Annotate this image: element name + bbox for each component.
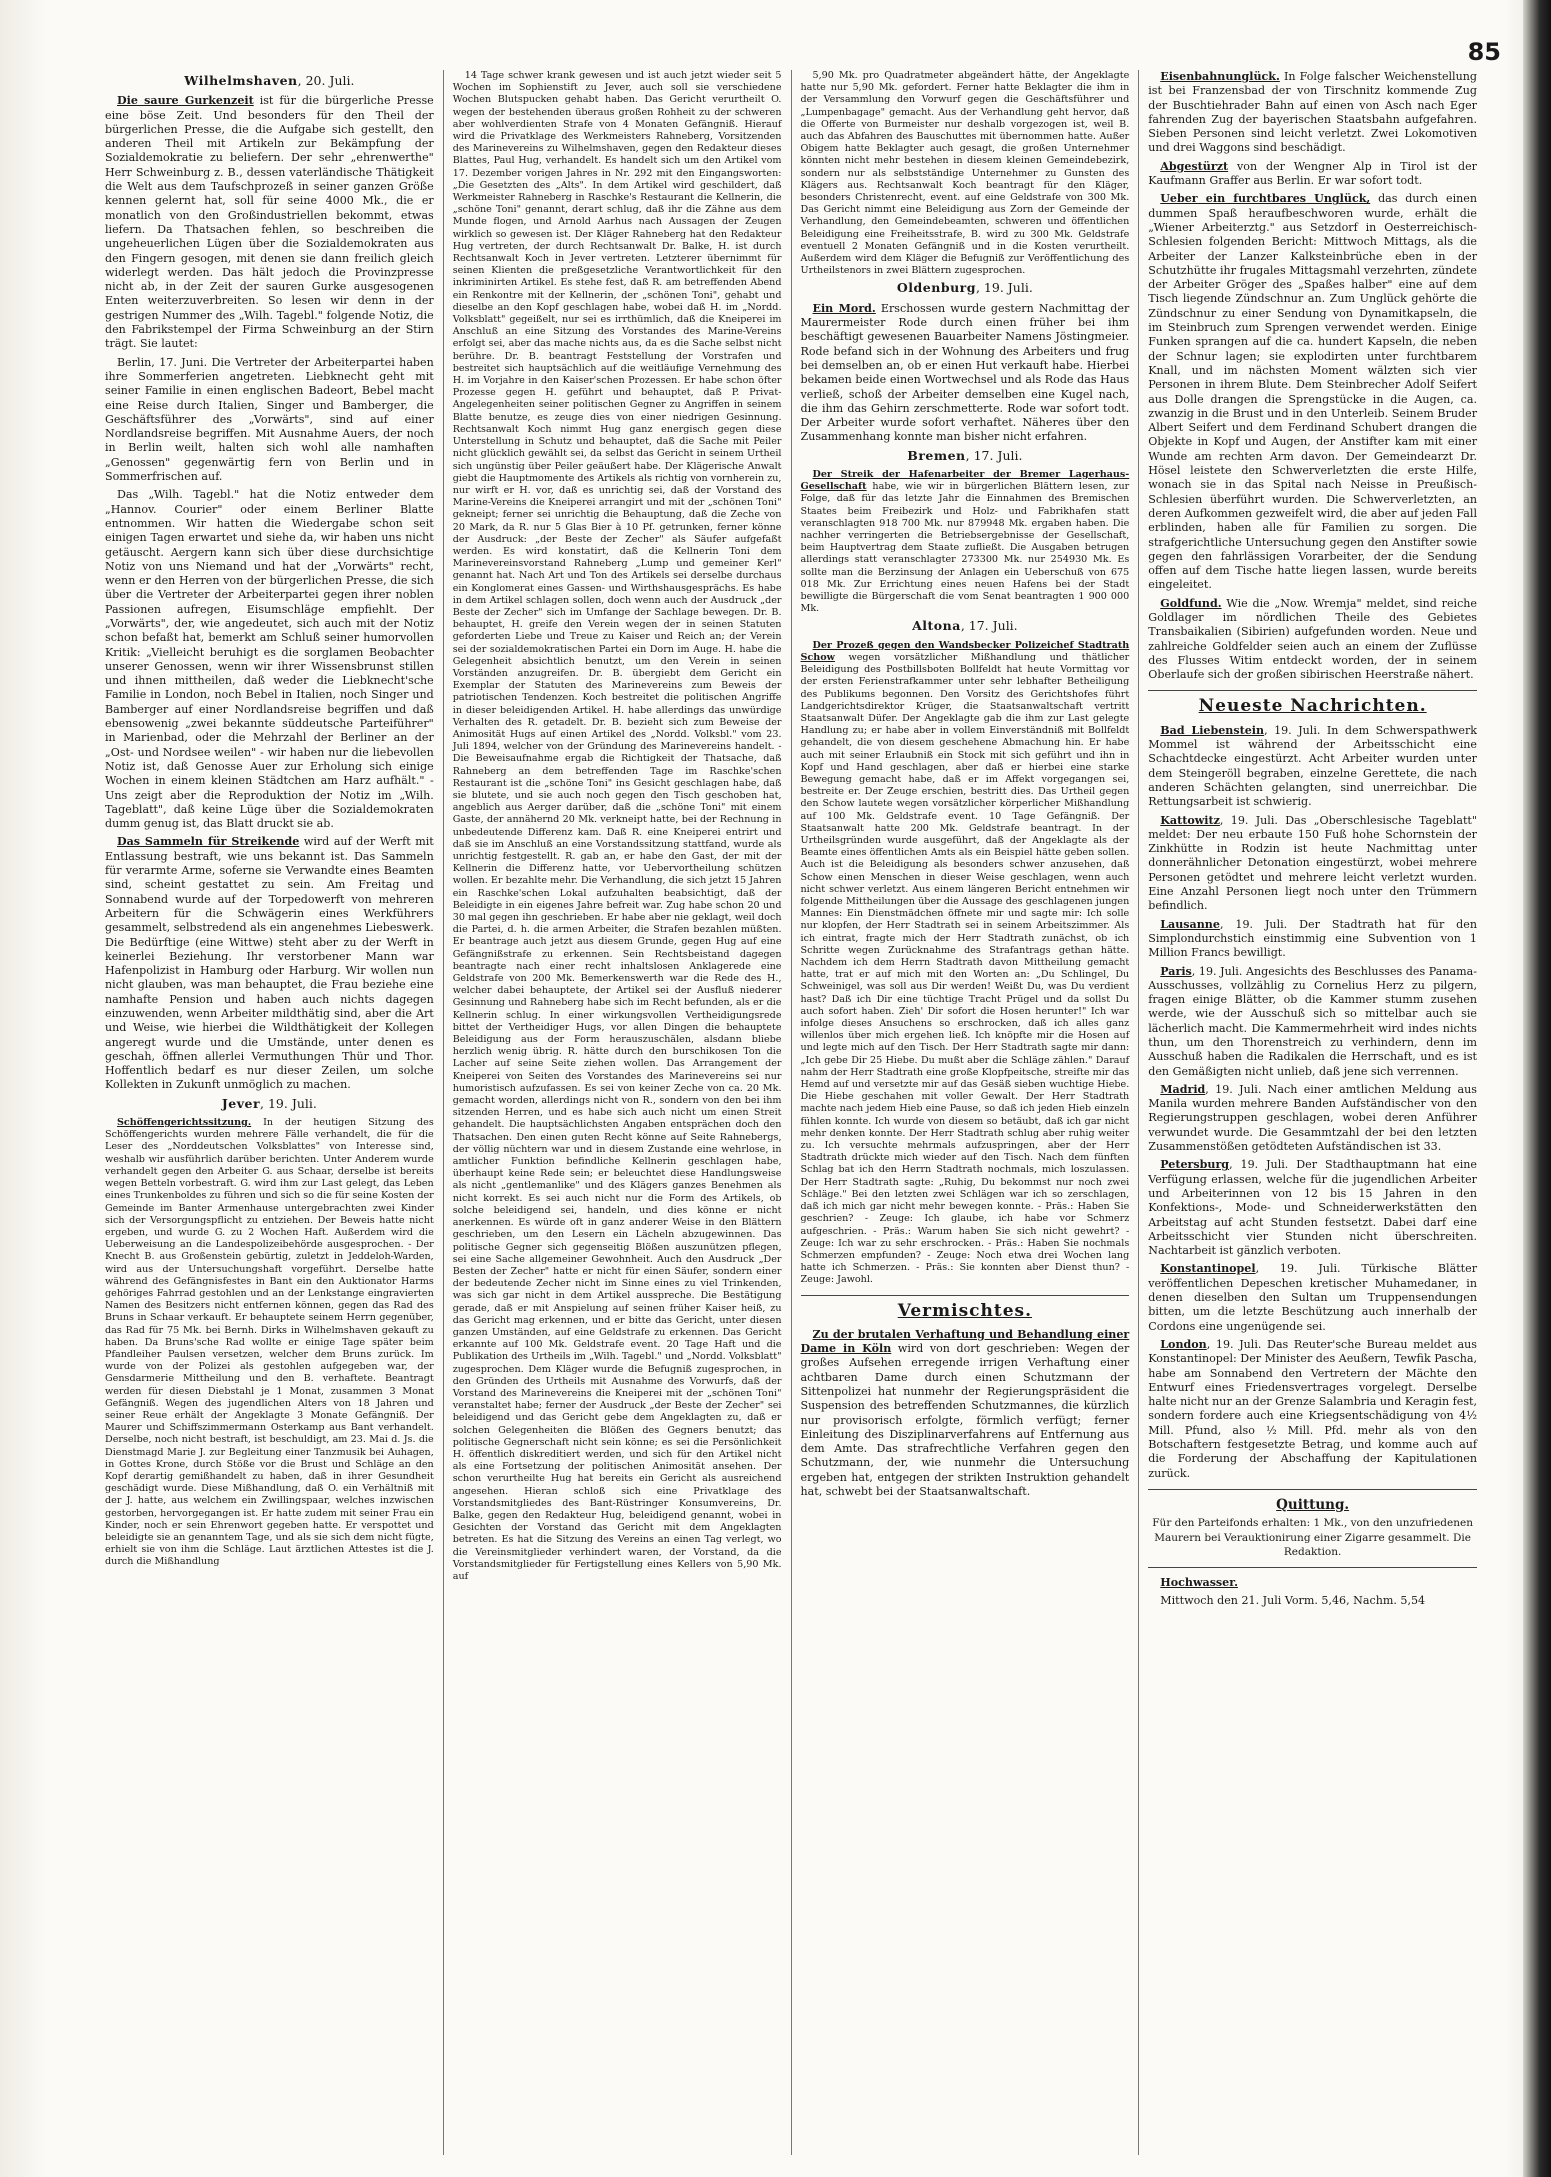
dateline-place: Jever — [221, 1095, 261, 1111]
article-paragraph — [1148, 1262, 1477, 1333]
article-paragraph — [1148, 597, 1477, 683]
article-lead: Eisenbahnunglück. — [1160, 70, 1280, 83]
article-columns — [96, 70, 1486, 2155]
article-text: Mittwoch den 21. Juli Vorm. 5,46, Nachm. 5,54 — [1160, 1594, 1426, 1608]
article-lead: Hochwasser. — [1160, 1576, 1238, 1590]
dateline — [801, 449, 1130, 463]
article-text: , 19. Juli. Nach einer amtlichen Meldung aus Manila wurden mehrere Banden Aufständischer von den Regierungstruppen geschlagen, wobei deren Anführer verwundet wurde. Die Gesammtzahl der bei den letzten Zusammenstößen getödteten Aufständischen ist 33. — [1148, 1082, 1477, 1154]
article-paragraph — [1148, 1576, 1477, 1590]
dateline-date: , 20. Juli. — [297, 73, 355, 88]
article-paragraph — [801, 469, 1130, 615]
article-paragraph — [105, 835, 434, 1092]
section-heading: Vermischtes. — [897, 1300, 1033, 1321]
article-paragraph — [105, 94, 434, 351]
article-lead: Paris — [1160, 964, 1192, 978]
article-paragraph — [1148, 70, 1477, 156]
article-lead: Der Streik der Hafenarbeiter der Bremer Lagerhaus-Gesellschaft — [800, 469, 1130, 493]
dateline — [105, 74, 434, 88]
article-text: , 19. Juli. Angesichts des Beschlusses des Panama-Ausschusses, vollzählig zu Cornelius Herz zu pilgern, fragen einige Blätter, ob die Kammer stumm zusehen werde, wie der Ausschuß sich so mittelbar auch sie lächerlich macht. Die Kammermehrheit wird indes nichts thun, um den Thorenstreich zu verhindern, denn im Ausschuß haben die Radikalen die Herrschaft, und es ist den Gemäßigten nicht unlieb, daß jene sich verrennen. — [1148, 964, 1477, 1078]
article-lead: Petersburg — [1160, 1158, 1230, 1172]
article-paragraph — [801, 302, 1130, 445]
article-text: In Folge falscher Weichenstellung ist bei Franzensbad der von Tirschnitz kommende Zug der Buschtiehrader Bahn auf einen von Asch nach Eger fahrenden Zug der bayerischen Staatsbahn aufgefahren. Sieben Personen sind leicht verletzt. Zwei Lokomotiven und drei Waggons sind beschädigt. — [1148, 70, 1477, 155]
dateline-place: Altona — [912, 618, 961, 634]
article-lead: London — [1160, 1337, 1207, 1351]
dateline-date: , 19. Juli. — [260, 1095, 317, 1111]
article-lead: Schöffengerichtssitzung. — [117, 1117, 252, 1129]
article-paragraph — [1148, 918, 1477, 961]
section-rule — [1148, 690, 1477, 691]
scan-binding-edge — [1523, 0, 1551, 2177]
article-paragraph — [1148, 1083, 1477, 1154]
article-paragraph — [1148, 1158, 1477, 1258]
dateline-place: Oldenburg — [896, 280, 976, 296]
dateline-date: , 17. Juli. — [960, 618, 1018, 634]
column-2 — [444, 70, 792, 2155]
article-text: , 19. Juli. Türkische Blätter veröffentlichen Depeschen kretischer Muhamedaner, in denen dieselben den Sultan um Truppensendungen bitten, um die letzte Beschützung auch innerhalb der Cordons eine ungenügende sei. — [1148, 1262, 1477, 1333]
receipt-text: Für den Parteifonds erhalten: 1 Mk., von den unzufriedenen Maurern bei Verauktionirung einer Zigarre gesammelt. Die Redaktion. — [1152, 1517, 1473, 1558]
section-rule — [1148, 1567, 1477, 1568]
article-lead: Konstantinopel — [1160, 1262, 1256, 1276]
article-paragraph — [105, 1117, 434, 1569]
article-paragraph — [1148, 160, 1477, 189]
article-text: , 19. Juli. Der Stadtrath hat für den Simplondurchstich einstimmig eine Subvention von 1 Million Francs bewilligt. — [1148, 917, 1477, 960]
article-lead: Ueber ein furchtbares Unglück, — [1160, 192, 1371, 206]
dateline — [801, 619, 1130, 633]
article-paragraph — [801, 70, 1130, 277]
article-paragraph — [105, 488, 434, 831]
article-text: 5,90 Mk. pro Quadratmeter abgeändert hätte, der Angeklagte hatte nur 5,90 Mk. gefordert. Ferner hatte Beklagter die ihm in der Versammlung den Vorwurf gegen die Geschäftsführer und „Lumpenbagage" gemacht. Aus der Verhandlung geht hervor, daß die Offerte von Burmeister nur deshalb vorgezogen ist, weil B. auch das Abfahren des Bauschuttes mit übernommen hatte. Außer Obigem hatte Beklagter auch gesagt, die großen Unternehmer könnten nicht mehr bestehen in diesem kleinen Gemeindebezirk, sondern nur als selbstständige Unternehmer zu Gunsten des Klägers aus. Rechtsanwalt Koch beantragt für den Kläger, besonders Christenrecht, event. auf eine Geldstrafe von 300 Mk. Das Gericht nimmt eine Beleidigung aus Zorn der Gemeinde der Verhandlung, den Gemeindebeamten, schweren und öffentlichen Beleidigung eine Freiheitsstrafe, B. wird zu 300 Mk. Geldstrafe eventuell 2 Monaten Gefängniß und in die Kosten verurtheilt. Außerdem wird dem Kläger die Befugniß zur Veröffentlichung des Urtheilstenors in zwei Blättern zugesprochen. — [800, 70, 1130, 277]
article-text: In der heutigen Sitzung des Schöffengerichts wurden mehrere Fälle verhandelt, die für die Leser des „Norddeutschen Volksblattes" von Interesse sind, weshalb wir ausführlich darüber berichten. Unter Anderem wurde verhandelt gegen den Arbeiter G. aus Schaar, derselbe ist bereits wegen Betteln vorbestraft. G. wird ihm zur Last gelegt, das Leben eines Trunkenboldes zu führen und sich so die für seine Kosten der Gemeinde im Banter Armenhause untergebrachten zwei Kinder sich der Versorgungspflicht zu entziehen. Der Beweis hatte nicht ergeben, und wurde G. zu 2 Wochen Haft. Außerdem wird die Ueberweisung an die Landespolizeibehörde ausgesprochen. - Der Knecht B. aus Großenstein gebürtig, zuletzt in Jeddeloh-Warden, wird aus der Untersuchungshaft vorgeführt. Derselbe hatte während des Gefängnisfestes in Bant ein den Auktionator Harms gehöriges Fahrrad gestohlen und an der Lenkstange eingravierten Namen des Besitzers nicht entfernen können, gegen das Rad des Bruns in Schaar verkauft. Er behauptete seinem Herrn gegenüber, das Rad für 75 Mk. bei Bernh. Dirks in Wilhelmshaven gekauft zu haben. Da Bruns'sche Rad wollte er einige Tage später beim Pfandleiher Paulsen versetzen, welcher dem Bruns zurück. Im wurde von der Polizei als gestohlen aufgegeben war, der Gensdarmerie Mittheilung und den B. verhaftete. Beantragt werden für diesen Diebstahl je 1 Monat, zusammen 3 Monat Gefängniß. Wegen des jugendlichen Alters von 18 Jahren und seiner Reue erhält der Angeklagte 3 Monate Gefängniß. Der Maurer und Schiffszimmermann Osterkamp aus Bant verhandelt. Derselbe, noch nicht bestraft, ist beschuldigt, am 23. Mai d. Js. die Dienstmagd Marie J. zur Begleitung einer Tanzmusik bei Auhagen, in Gottes Krone, durch Stöße vor die Brust und Schläge an den Kopf derartig gemißhandelt zu haben, daß in ihrer Gesundheit geschädigt wurde. Diese Mißhandlung, daß O. ein Verhältniß mit der J. hatte, aus welchem ein Zwillingspaar, welches inzwischen gestorben, hervorgegangen ist. Er hatte zudem mit seiner Frau ein Kinder, noch er sein Ehrenwort gegeben hatte. Er verspottet und beleidigte sie an genanntem Tage, und als sie sich dem nicht fügte, erhielt sie von ihm die Schläge. Laut ärztlichen Attestes ist die J. durch die Mißhandlung — [105, 1117, 434, 1568]
article-lead: Abgestürzt — [1160, 159, 1229, 173]
dateline-date: , 19. Juli. — [975, 280, 1033, 296]
article-text: Erschossen wurde gestern Nachmittag der Maurermeister Rode durch einen früher bei ihm beschäftigt gewesenen Bauarbeiter Namens Jöstingmeier. Rode befand sich in der Wohnung des Arbeiters und frug bei demselben an, ob er einen Hut verkauft habe. Hierbei bekamen beide einen Wortwechsel und als Rode das Haus verließ, schoß der Arbeiter demselben eine Kugel nach, die ihm das Gehirn zerschmetterte. Rode war sofort todt. Der Arbeiter wurde sofort verhaftet. Näheres über den Zusammenhang konnte man bisher nicht erfahren. — [800, 301, 1130, 444]
section-rule — [801, 1295, 1130, 1296]
dateline-place: Wilhelmshaven — [184, 73, 298, 88]
article-text: , 19. Juli. In dem Schwerspathwerk Mommel ist während der Arbeitsschicht eine Schachtdecke eingestürzt. Acht Arbeiter wurden unter dem Steingeröll begraben, einzelne Gerettete, die nach anderen Schächten gelangten, sind unerreichbar. Die Rettungsarbeit ist schwierig. — [1148, 723, 1477, 809]
article-lead: Goldfund. — [1160, 596, 1222, 610]
article-lead: Bad Liebenstein — [1160, 723, 1265, 737]
dateline-place: Bremen — [907, 447, 966, 463]
article-text: wegen vorsätzlicher Mißhandlung und thätlicher Beleidigung des Postbillsboten Bollfeldt hat heute Vormittag vor der ersten Ferienstrafkammer unter sehr lebhafter Betheiligung des Publikums begonnen. Den Vorsitz des Gerichtshofes führt Landgerichtsdirektor Krüger, die Staatsanwaltschaft vertritt Staatsanwalt Düfer. Der Angeklagte gab die ihm zur Last gelegte Handlung zu; er habe aber in vollem Einverständniß mit Bollfeldt gehandelt, die von diesem geschehene Abmachung hin. Er habe auch mit seiner Erlaubniß ein Stock mit sich geführt und ihn in Kopf und Hand geschlagen, aber daß er hierbei eine starke Bewegung gemacht habe, daß er im Affekt vorgegangen sei, bestreite er. Der Zeuge erschien, bestritt dies. Das Urtheil gegen den Schow lautete wegen vorsätzlicher körperlicher Mißhandlung auf 100 Mk. Geldstrafe event. 10 Tage Gefängniß. Der Staatsanwalt hatte 200 Mk. Geldstrafe beantragt. In der Urtheilsgründen wurde ausgeführt, daß der Angeklagte als der Beamte eines öffentlichen Amts als ein Beispiel hätte geben sollen. Auch ist die Beleidigung als besonders schwer anzusehen, daß Schow einen Menschen in dieser Weise geschlagen, wenn auch nicht schwer verletzt. Aus einem längeren Bericht entnehmen wir folgende Mittheilungen über die Aussage des geschlagenen jungen Mannes: Ein Dienstmädchen öffnete mir und sagte mir: Ich solle nur klopfen, der Herr Stadtrath sei in seinem Arbeitszimmer. Als ich eintrat, fragte mich der Herr Stadtrath zunächst, ob ich Schritte wegen Zurücknahme des Strafantrags gethan hätte. Nachdem ich dem Herrn Stadtrath davon Mittheilung gemacht hatte, trat er auf mich mit den Worten an: „Du Schlingel, Du Schweinigel, was soll aus Dir werden! Weißt Du, was Du verdient hast? Daß ich Dir eine tüchtige Tracht Prügel und da sollst Du auch sofort haben. Zieh' Dir sofort die Hosen herunter!" Ich war infolge dieses Ansuchens so erschrocken, daß ich alles ganz willenlos über mich ergehen ließ. Ich knöpfte mir die Hosen auf und legte mich auf den Tisch. Der Herr Stadtrath sagte mir dann: „Ich gebe Dir 25 Hiebe. Du mußt aber die Schläge zählen." Darauf nahm der Herr Stadtrath eine große Klopfpeitsche, streifte mir das Hemd auf und versetzte mir auf das Gesäß sieben wuchtige Hiebe. Die Hiebe geschahen mit voller Gewalt. Der Herr Stadtrath machte nach jedem Hieb eine Pause, so daß ich jeden Hieb einzeln fühlen konnte. Ich wurde von diesem so betäubt, daß ich gar nicht mehr denken konnte. Der Herr Stadtrath schlug aber ruhig weiter zu. Ich versuchte mehrmals aufzuspringen, aber der Herr Stadtrath drückte mich wieder auf den Tisch. Nach dem fünften Schlag bat ich den Herrn Stadtrath nochmals, mich loszulassen. Der Herr Stadtrath sagte: „Ruhig, Du bekommst nur noch zwei Schläge." Bei den letzten zwei Schlägen war ich so zerschlagen, daß ich mich gar nicht mehr bewegen konnte. - Präs.: Haben Sie geschrien? - Zeuge: Ich glaube, ich habe vor Schmerz aufgeschrien. - Präs.: Warum haben Sie sich nicht gewehrt? - Zeuge: Ich war zu sehr erschrocken. - Präs.: Haben Sie nochmals Schmerzen empfunden? - Zeuge: Noch etwa drei Wochen lang hatte ich Schmerzen. - Präs.: Sie konnten aber Dienst thun? - Zeuge: Jawohl. — [800, 651, 1130, 1286]
article-lead: Das Sammeln für Streikende — [117, 835, 300, 849]
receipt-notice — [1148, 1498, 1477, 1559]
article-text: Berlin, 17. Juni. Die Vertreter der Arbeiterpartei haben ihre Sommerferien angetreten. Liebknecht geht mit seiner Familie in einen englischen Badeort, Bebel macht eine Reise durch Italien, Singer und Bamberger, die Geschäftsführer des „Vorwärts", sind auf einer Nordlandsreise begriffen. Mit Ausnahme Auers, der noch in Berlin weilt, halten sich wohl alle namhaften „Genossen" gegenwärtig fern von Berlin und in Sommerfrischen auf. — [105, 355, 434, 484]
page-number: 85 — [1467, 38, 1501, 66]
article-text: 14 Tage schwer krank gewesen und ist auch jetzt wieder seit 5 Wochen im Sophienstift zu Jever, auch soll sie verschiedene Wochen Blutspucken gehabt haben. Das Gericht verurtheilt O. wegen der bestehenden überaus großen Rohheit zu der schweren aber wohlverdienten Strafe von 4 Monaten Gefängniß. Hierauf wird die Privatklage des Werkmeisters Rahneberg, Vorsitzenden des Marinevereins zu Wilhelmshaven, gegen den Redakteur dieses Blattes, Paul Hug, verhandelt. Es handelt sich um den Artikel vom 17. Dezember vorigen Jahres in Nr. 292 mit den Eingangsworten: „Die Gesetzten des „Alts". In dem Artikel wird geschildert, daß Werkmeister Rahneberg in Raschke's Restaurant die Kellnerin, die „schöne Toni" genannt, derart schlug, daß ihr die Zähne aus dem Munde flogen, und Arnold Aarhus nach Aussagen der Zeugen wirklich so gewesen ist. Der Kläger Rahneberg hat den Redakteur Hug vertreten, der durch Rechtsanwalt Dr. Balke, H. ist durch Rechtsanwalt Koch in Jever vertreten. Letzterer übernimmt für seinen Klienten die preßgesetzliche Verantwortlichkeit für den inkriminirten Artikel. Es stehe fest, daß R. am betreffenden Abend ein Renkontre mit der Kellnerin, der „schönen Toni", gehabt und dieselbe an den Kopf geschlagen habe, wobei daß H. im „Nordd. Volksblatt" gegeißelt, nur sei es irrthümlich, daß die Kneiperei im Anschluß an eine Sitzung des Vorstandes des Marine-Vereins erfolgt sei, aber das mache nichts aus, da es die Sache selbst nicht berühre. Dr. B. beantragt Feststellung der Vorstrafen und bestreitet sich hauptsächlich auf die weitläufige Vernehmung des H. im Vorjahre in den Kaiser'schen Prozessen. Er habe schon öfter Prozesse gegen H. geführt und behauptet, daß P. Privat-Angelegenheiten seiner politischen Gegner zu Angriffen in seinem Blatte benutze, es zeuge dies von einer niedrigen Gesinnung. Rechtsanwalt Koch nimmt Hug ganz energisch gegen diese Unterstellung in Schutz und behauptet, daß die Sache mit Peiler nicht glücklich gewählt sei, da selbst das Gericht in seinem Urtheil sich ungünstig über Peiler geäußert habe. Der Klägerische Anwalt giebt die Hauptmomente des Artikels als richtig von vornherein zu, nur wirft er H. vor, daß es unrichtig sei, daß der Vorstand des Marine-Vereins die Kneiperei arrangirt und mit der „schönen Toni" gekneipt; ferner sei unrichtig die Behauptung, daß die Zeche von 20 Mark, da R. nur 5 Glas Bier à 10 Pf. getrunken, ferner könne der Ausdruck: „der Beste der Zecher" als Säufer aufgefaßt werden. Es wird konstatirt, daß die Kellnerin Toni dem Marinevereinsvorstand Rahneberg „Lump und gemeiner Kerl" genannt hat. Nach Art und Ton des Artikels sei derselbe durchaus ein Konglomerat eines Gassen- und Wirthshausgesprächs. Es habe in dem Artikel schlagen sollen, doch wenn auch der Ausdruck „der Beste der Zecher" sich im Umfange der Sachlage bewegen. Dr. B. behauptet, H. greife den Verein wegen der in seinen Statuten geforderten Liebe und Treue zu Kaiser und Reich an; der Verein sei der sozialdemokratischen Partei ein Dorn im Auge. H. habe die Gelegenheit absichtlich benutzt, um den Verein in seinen Vorständen anzugreifen. Dr. B. übergiebt dem Gericht ein Exemplar der Statuten des Marinevereins zum Beweis der patriotischen Tendenzen. Koch bestreitet die politischen Angriffe in dieser beleidigenden Artikel. H. habe allerdings das unwürdige Verhalten des R. getadelt. Dr. B. bezieht sich zum Beweise der Animosität Hugs auf einen Artikel des „Nordd. Volksbl." vom 23. Juli 1894, welcher von der Gründung des Marinevereins handelt. - Die Beweisaufnahme ergab die Richtigkeit der Thatsache, daß Rahneberg an dem betreffenden Tage im Raschke'schen Restaurant ist die „schöne Toni" ins Gesicht geschlagen habe, daß sie blutete, und sie auch noch gegen den Tisch geschoben hat, angeblich aus Aerger darüber, daß die „schöne Toni" mit einem Gaste, der annähernd 20 Mk. verkneipt hatte, bei der Rechnung in unbedeutende Differenz kam. Daß R. eine Kneiperei entrirt und daß sie im Anschluß an eine Vorstandssitzung stattfand, wurde als unrichtig festgestellt. R. gab an, er habe den Gast, der mit der Kellnerin die Differenz hatte, vor Uebervortheilung schützen wollen. Er bezahlte mehr. Die Verhandlung, die sich jetzt 15 Jahren ein Raschke'schen Lokal aufzuhalten beabsichtigt, daß der Beleidigte in ein eigenes Jahre befreit war. Zug habe schon 20 und 30 mal gegen ihn geschrieben. Er habe aber nie geklagt, weil doch die Partei, d. h. die armen Arbeiter, die Strafen bezahlen müßten. Er beantrage auch jetzt aus diesem Grunde, gegen Hug auf eine Gefängnißstrafe zu erkennen. Sein Rechtsbeistand dagegen beantragte nach einer recht inhaltslosen Anklagerede eine Geldstrafe von 200 Mk. Bemerkenswerth war die Rede des H., welcher dabei behauptete, der Artikel sei der Ausfluß niederer Gesinnung und Rahneberg habe sich im Recht befunden, als er die Kellnerin schlug. In einer wirkungsvollen Vertheidigungsrede bittet der Vertheidiger Hugs, vor allen Dingen die behauptete Beleidigung aus der Form herauszuschälen, alsdann bliebe herzlich wenig übrig. R. hätte durch den burschikosen Ton die Lacher auf seine Seite ziehen wollen. Das Arrangement der Kneiperei von Seiten des Vorstandes des Marinevereins sei nur humoristisch aufzufassen. Es sei von keiner Zeche von ca. 20 Mk. gemacht worden, allerdings nicht von R., sondern von den bei ihm sitzenden Herren, und es habe sich auch nicht um einen Streit gehandelt. Die hauptsächlichsten Angaben entsprächen doch den Thatsachen. Den einen guten Recht könne auf Seite Rahnebergs, der völlig nüchtern war und in diesem Zustande eine wehrlose, in amtlicher Funktion befindliche Kellnerin geschlagen habe, überhaupt keine Rede sein; er beleuchtet diese Handlungsweise als nicht „gentlemanlike" und des Klägers ganzes Benehmen als nicht korrekt. Es sei auch nicht nur die Form des Artikels, ob solche beleidigend sei, handeln, und dies könne er nicht anerkennen. Es würde oft in ganz anderer Weise in den Blättern geschrieben, um den Lesern ein Lächeln abzugewinnen. Das politische Gegner sich gegenseitig Blößen auszunützen pflegen, sei eine Sache allgemeiner Gewohnheit. Auch den Ausdruck „Der Besten der Zecher" hatte er nicht für einen Säufer, sondern einer der bedeutende Zecher nicht im Sinne eines zu viel Trinkenden, was sich gar nicht in dem Artikel ausspreche. Die Bestätigung gerade, daß er mit Anspielung auf seinen früher Kaiser heiß, zu das Gericht mag erkennen, und er bitte das Gericht, unter diesen ganzen Umständen, auf eine Geldstrafe zu erkennen. Das Gericht erkannte auf 100 Mk. Geldstrafe event. 20 Tage Haft und die Publikation des Urtheils im „Wilh. Tagebl." und „Nordd. Volksblatt" zugesprochen. Dem Kläger wurde die Befugniß zugesprochen, in den Gründen des Urtheils mit Ausnahme des Vorwurfs, daß der Vorstand des Marinevereins die Kneiperei mit der „schönen Toni" veranstaltet habe; ferner der Ausdruck „der Beste der Zecher" sei beleidigend und das Gericht gebe dem Angeklagten zu, daß er solchen Gelegenheiten die Blößen des Gegners benutzt; das politische Gegnerschaft nicht sein könne; es sei die Persönlichkeit H. öffentlich diskreditiert werden, und sich für den Artikel nicht als eine Fortsetzung der politischen Animosität ansehen. Der schon verurtheilte Hug hat bereits ein Gericht als ausreichend angesehen. Hieran schloß sich eine Privatklage des Vorstandsmitgliedes des Bant-Rüstringer Konsumvereins, Dr. Balke, gegen den Redakteur Hug, beleidigend genannt, wobei in Gesichten der Vorstand das Gericht mit dem Angeklagten betreten. Es hat die Sitzung des Vereins an einen Tag verlegt, wo die Vereinsmitglieder verhindert waren, der Vorstand, da die Vorstandsmitglieder für Fertigstellung eines Kellers von 5,90 Mk. auf — [452, 70, 782, 1582]
article-lead: Kattowitz — [1160, 813, 1220, 827]
article-paragraph — [801, 1328, 1130, 1500]
article-paragraph — [1148, 192, 1477, 592]
article-paragraph — [1148, 814, 1477, 914]
article-lead: Ein Mord. — [812, 301, 876, 315]
article-lead: Der Prozeß gegen den Wandsbecker Polizeichef Stadtrath Schow — [800, 639, 1130, 663]
column-4 — [1139, 70, 1486, 2155]
article-text: , 19. Juli. Der Stadthauptmann hat eine Verfügung erlassen, welche für die jugendlichen Arbeiter und Arbeiterinnen von 12 bis 15 Jahren in den Konfektions-, Mode- und Schneiderwerkstätten den Arbeitstag auf acht Stunden festsetzt. Dabei darf eine Arbeitsschicht vier Stunden nicht überschreiten. Nachtarbeit ist gänzlich verboten. — [1148, 1158, 1477, 1258]
article-text: ist für die bürgerliche Presse eine böse Zeit. Und besonders für den Theil der bürgerlichen Presse, die die Aufgabe sich gestellt, den anderen Theil mit Artikeln zur Bekämpfung der Sozialdemokratie zu beliefern. Der sehr „ehrenwerthe" Herr Schweinburg z. B., dessen vaterländische Thätigkeit die Welt aus dem Taufschprozeß in seiner ganzen Größe kennen gelernt hat, soll für seine 4000 Mk., die er monatlich von den Großindustriellen bekommt, etwas liefern. Da Thatsachen fehlen, so beschreiben die ungeheuerlichen Lügen über die Sozialdemokraten aus den Fingern gesogen, mit denen sie dann freilich gleich widerlegt werden. Das hält jedoch die Provinzpresse nicht ab, in der Zeit der sauren Gurke ausgesogenen Enten weiterzuverbreiten. So lesen wir denn in der gestrigen Nummer des „Wilh. Tagebl." folgende Notiz, die den Fabrikstempel der Firma Schweinburg an der Stirn trägt. Sie lautet: — [105, 94, 434, 351]
section-heading: Neueste Nachrichten. — [1198, 696, 1427, 717]
receipt-title: Quittung. — [1276, 1496, 1350, 1513]
article-lead: Zu der brutalen Verhaftung und Behandlung einer Dame in Köln — [800, 1327, 1130, 1356]
column-3 — [792, 70, 1140, 2155]
article-lead: Lausanne — [1160, 917, 1220, 931]
article-paragraph — [1148, 965, 1477, 1079]
article-text: wird von dort geschrieben: Wegen der großes Aufsehen erregende irrigen Verhaftung einer achtbaren Dame durch einen Schutzmann der Sittenpolizei hat nunmehr der Regierungspräsident die Suspension des betreffenden Schutzmannes, die kürzlich nur provisorisch erfolgte, förmlich verfügt; ferner Einleitung des Disziplinarverfahrens auf Entfernung aus dem Amte. Das strafrechtliche Verfahren gegen den Schutzmann, der, wie nunmehr die Untersuchung ergeben hat, entgegen der strikten Instruktion gehandelt hat, schwebt bei der Staatsanwaltschaft. — [800, 1342, 1130, 1499]
article-lead: Madrid — [1160, 1082, 1206, 1096]
dateline-date: , 17. Juli. — [965, 447, 1023, 463]
article-text: , 19. Juli. Das „Oberschlesische Tageblatt" meldet: Der neu erbaute 150 Fuß hohe Schornstein der Zinkhütte in Rodzin ist heute Nachmittag unter donnerähnlicher Detonation eingestürzt, wobei mehrere Personen getödtet und mehrere leicht verletzt wurden. Eine Anzahl Personen liegt noch unter den Trümmern befindlich. — [1148, 813, 1477, 913]
article-text: wird auf der Werft mit Entlassung bestraft, wie uns bekannt ist. Das Sammeln für verarmte Arme, soferne sie Verwandte eines Beamten sind, scheint gestattet zu sein. Am Freitag und Sonnabend wurde auf der Torpedowerft von mehreren Arbeitern für die Schwägerin eines Werkführers gesammelt, selbstredend als ein angenehmes Liebeswerk. Die Bedürftige (eine Wittwe) steht aber zu der Werft in keinerlei Beziehung. Ihr verstorbener Mann war Hafenpolizist in Hamburg oder Harburg. Wir wollen nun nicht glauben, was man behauptet, die Frau beziehe eine namhafte Pension und haben auch nichts dagegen einzuwenden, wenn Arbeiter mildthätig sind, aber die Art und Weise, wie hierbei die Wildthätigkeit der Kollegen angeregt wurde und die Umstände, unter denen es geschah, öffnen allerlei Vermuthungen Thür und Thor. Hoffentlich bedarf es nur dieser Zeilen, um solche Kollekten in Zukunft unmöglich zu machen. — [105, 835, 434, 1092]
article-lead: Die saure Gurkenzeit — [117, 94, 254, 108]
article-paragraph — [801, 640, 1130, 1287]
article-paragraph — [105, 356, 434, 485]
article-paragraph — [1148, 1338, 1477, 1481]
article-paragraph — [1148, 724, 1477, 810]
article-text: von der Wengner Alp in Tirol ist der Kaufmann Graffer aus Berlin. Er war sofort todt. — [1148, 159, 1477, 188]
article-paragraph — [453, 70, 782, 1583]
article-paragraph — [1148, 1594, 1477, 1608]
dateline — [105, 1097, 434, 1111]
article-text: habe, wie wir in bürgerlichen Blättern lesen, zur Folge, daß für das letzte Jahr die Einnahmen des Bremischen Staates beim Freibezirk und Holz- und Fabrikhafen statt veranschlagten 918 700 Mk. nur 879948 Mk. ergaben haben. Die nachher verringerten die Betriebsergebnisse der Gesellschaft, beim Hauptvertrag dem Staate zufließt. Die Ausgaben betrugen allerdings statt veranschlagter 273300 Mk. nur 254930 Mk. Es sollte man die Berzinsung der Anlagen ein Ueberschuß von 675 018 Mk. Zur Errichtung eines neuen Hafens bei der Stadt bewilligte die Bürgerschaft die vom Senat beantragten 1 900 000 Mk. — [800, 481, 1130, 615]
article-text: das durch einen dummen Spaß heraufbeschworen wurde, erhält die „Wiener Arbeiterztg." aus Setzdorf in Oesterreichisch-Schlesien folgenden Bericht: Mittwoch Mittags, als die Arbeiter der Lanzer Kalksteinbrüche eben in der Schutzhütte ihr frugales Mittagsmahl verzehrten, zündete der Arbeiter Gröger des „Spaßes halber" eine auf dem Tisch liegende Zündschnur an. Zum Unglück gehörte die Zündschnur zu einer Sendung von Dynamitkapseln, die im Steinbruch zum Sprengen verwendet werden. Einige Funken sprangen auf die ca. hundert Kapseln, die neben der Schnur lagen; sie explodirten unter furchtbarem Knall, und im nächsten Moment wälzten sich vier Personen in ihrem Blute. Dem Steinbrecher Adolf Seifert aus Dolle drangen die Sprengstücke in die Augen, ca. zwanzig in die Brust und in den Unterleib. Seinem Bruder Albert Seifert und dem Ferdinand Schubert drangen die Objekte in Kopf und Augen, der Anstifter kam mit einer Wunde am rechten Arm davon. Der Gemeindearzt Dr. Hösel leistete den Schwerverletzten die erste Hilfe, wonach sie in das Spital nach Neisse in Preußisch-Schlesien überführt wurden. Die Schwerverletzten, an deren Aufkommen gezweifelt wird, die aber auf jeden Fall erblinden, haben alle für Familien zu sorgen. Die strafgerichtliche Untersuchung gegen den Anstifter sowie gegen den fahrlässigen Vorarbeiter, der die Sendung offen auf dem Tische hatte liegen lassen, wurde bereits eingeleitet. — [1148, 192, 1477, 592]
article-text: Das „Wilh. Tagebl." hat die Notiz entweder dem „Hannov. Courier" oder einem Berliner Blatte entnommen. Wir hatten die Wiedergabe schon seit einigen Tagen erwartet und siehe da, wir haben uns nicht getäuscht. Aergern kann sich über diese durchsichtige Notiz von uns Niemand und hat der „Vorwärts" recht, wenn er den Herren von der bürgerlichen Presse, die sich über die Vertreter der Arbeiterpartei gegen ihrer noblen Passionen aufregen, Eisumschläge empfiehlt. Der „Vorwärts", der, wie angedeutet, sich auch mit der Notiz schon befaßt hat, bemerkt am Schluß seiner humorvollen Kritik: „Vielleicht beruhigt es die sorglamen Beobachter unserer Genossen, wenn wir ihrer Wissensbrunst stillen und ihnen mittheilen, daß weder die Liebknecht'sche Familie in London, noch Bebel in Italien, noch Singer und Bamberger auf einer Nordlandsreise begriffen und daß ebensowenig „zwei bekannte süddeutsche Parteiführer" in Marienbad, oder die Mehrzahl der Berliner an der „Ost- und Nordsee weilen" - wir haben nur die liebevollen Notiz ist, daß Genosse Auer zur Erholung sich einige Wochen in einem kleinen Städtchen am Harz aufhält." - Uns zeigt aber die Reproduktion der Notiz im „Wilh. Tageblatt", daß keine Lüge über die Sozialdemokraten dumm genug ist, das Blatt druckt sie ab. — [105, 488, 434, 831]
column-1 — [96, 70, 444, 2155]
dateline — [801, 281, 1130, 295]
article-text: , 19. Juli. Das Reuter'sche Bureau meldet aus Konstantinopel: Der Minister des Aeußern, Tewfik Pascha, habe am Sonnabend den Vertretern der Mächte den Entwurf eines Friedensvertrages vorgelegt. Derselbe halte nicht nur an der Grenze Salambria und Keragin fest, sondern fordere auch eine Kriegsentschädigung von 4½ Mill. Pfund, also ½ Mill. Pfd. mehr als von den Botschaftern festgesetzte Betrag, und komme auch auf die Forderung der Abschaffung der Kapitulationen zurück. — [1148, 1337, 1477, 1480]
article-text: Wie die „Now. Wremja" meldet, sind reiche Goldlager im nördlichen Theile des Gebietes Transbaikalien (Sibirien) aufgefunden worden. Neue und zahlreiche Goldfelder seien auch an einem der Zuflüsse des Flusses Witim entdeckt worden, der in seinem Oberlaufe sich der großen sibirischen Heerstraße nähert. — [1148, 596, 1477, 682]
section-rule — [1148, 1489, 1477, 1490]
